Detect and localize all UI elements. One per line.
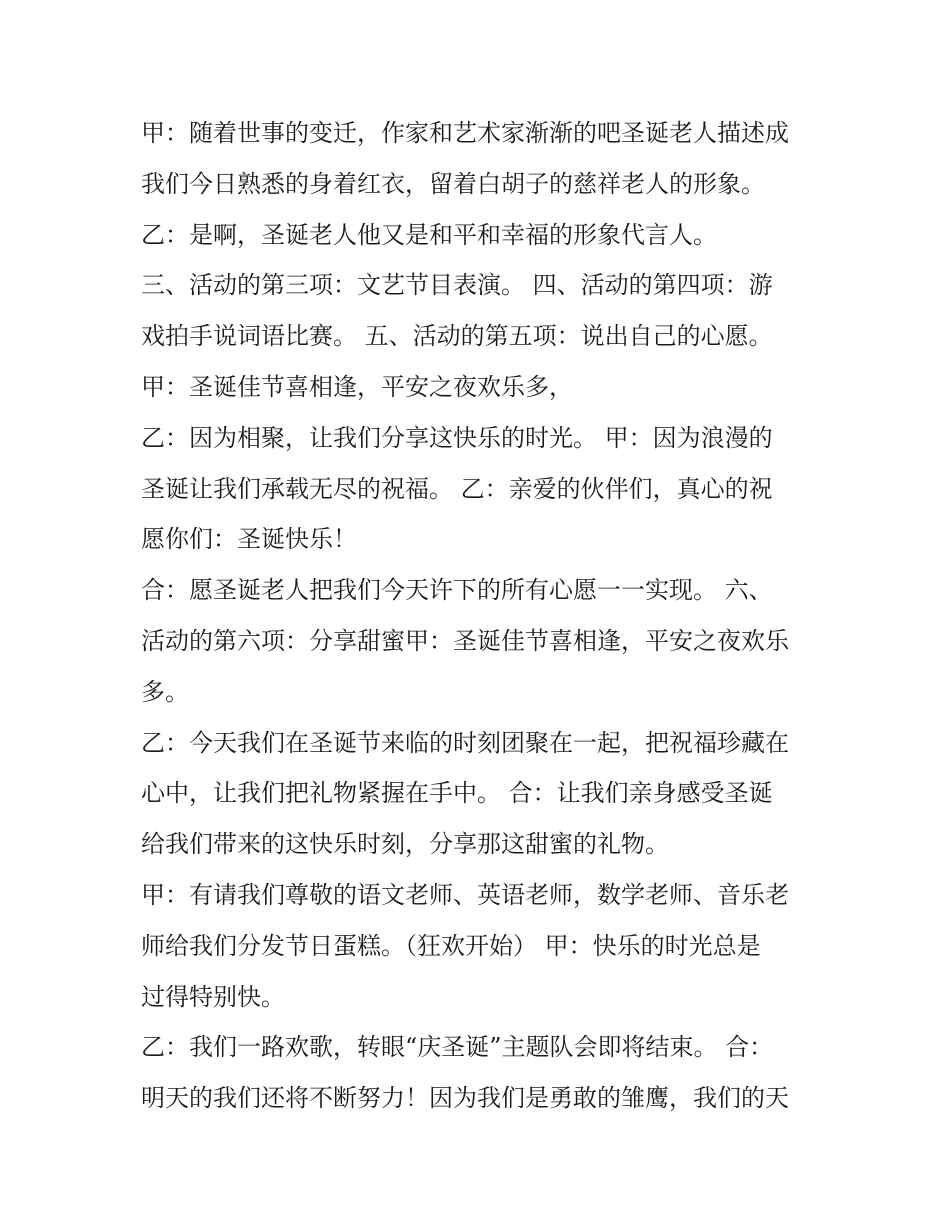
text-line: 师给我们分发节日蛋糕。（狂欢开始） 甲：快乐的时光总是 [141, 931, 761, 960]
text-line: 愿你们：圣诞快乐！ [141, 525, 357, 554]
text-line: 甲：圣诞佳节喜相逢，平安之夜欢乐多， [141, 372, 573, 401]
text-line: 过得特别快。 [141, 982, 285, 1011]
text-line: 活动的第六项：分享甜蜜甲：圣诞佳节喜相逢，平安之夜欢乐 [141, 626, 789, 655]
text-line: 给我们带来的这快乐时刻，分享那这甜蜜的礼物。 [141, 830, 669, 859]
text-line: 我们今日熟悉的身着红衣，留着白胡子的慈祥老人的形象。 [141, 169, 765, 198]
text-line: 甲：随着世事的变迁，作家和艺术家渐渐的吧圣诞老人描述成 [141, 119, 789, 147]
text-line: 甲：有请我们尊敬的语文老师、英语老师，数学老师、音乐老 [141, 880, 789, 909]
text-line: 乙：我们一路欢歌，转眼“庆圣诞”主题队会即将结束。 合： [141, 1033, 774, 1062]
text-line: 明天的我们还将不断努力！因为我们是勇敢的雏鹰，我们的天 [141, 1084, 789, 1113]
text-line: 心中，让我们把礼物紧握在手中。 合：让我们亲身感受圣诞 [141, 779, 773, 808]
text-line: 乙：是啊，圣诞老人他又是和平和幸福的形象代言人。 [141, 220, 717, 249]
text-line: 三、活动的第三项：文艺节目表演。 四、活动的第四项：游 [141, 271, 773, 300]
text-line: 合：愿圣诞老人把我们今天许下的所有心愿一一实现。 六、 [141, 576, 773, 605]
text-line: 多。 [141, 677, 189, 706]
text-line: 戏拍手说词语比赛。 五、活动的第五项：说出自己的心愿。 [141, 322, 773, 351]
text-line: 乙：因为相聚，让我们分享这快乐的时光。 甲：因为浪漫的 [141, 423, 773, 452]
text-line: 乙：今天我们在圣诞节来临的时刻团聚在一起，把祝福珍藏在 [141, 728, 789, 757]
document-body [141, 108, 821, 1124]
text-line: 圣诞让我们承载无尽的祝福。 乙：亲爱的伙伴们，真心的祝 [141, 474, 773, 503]
